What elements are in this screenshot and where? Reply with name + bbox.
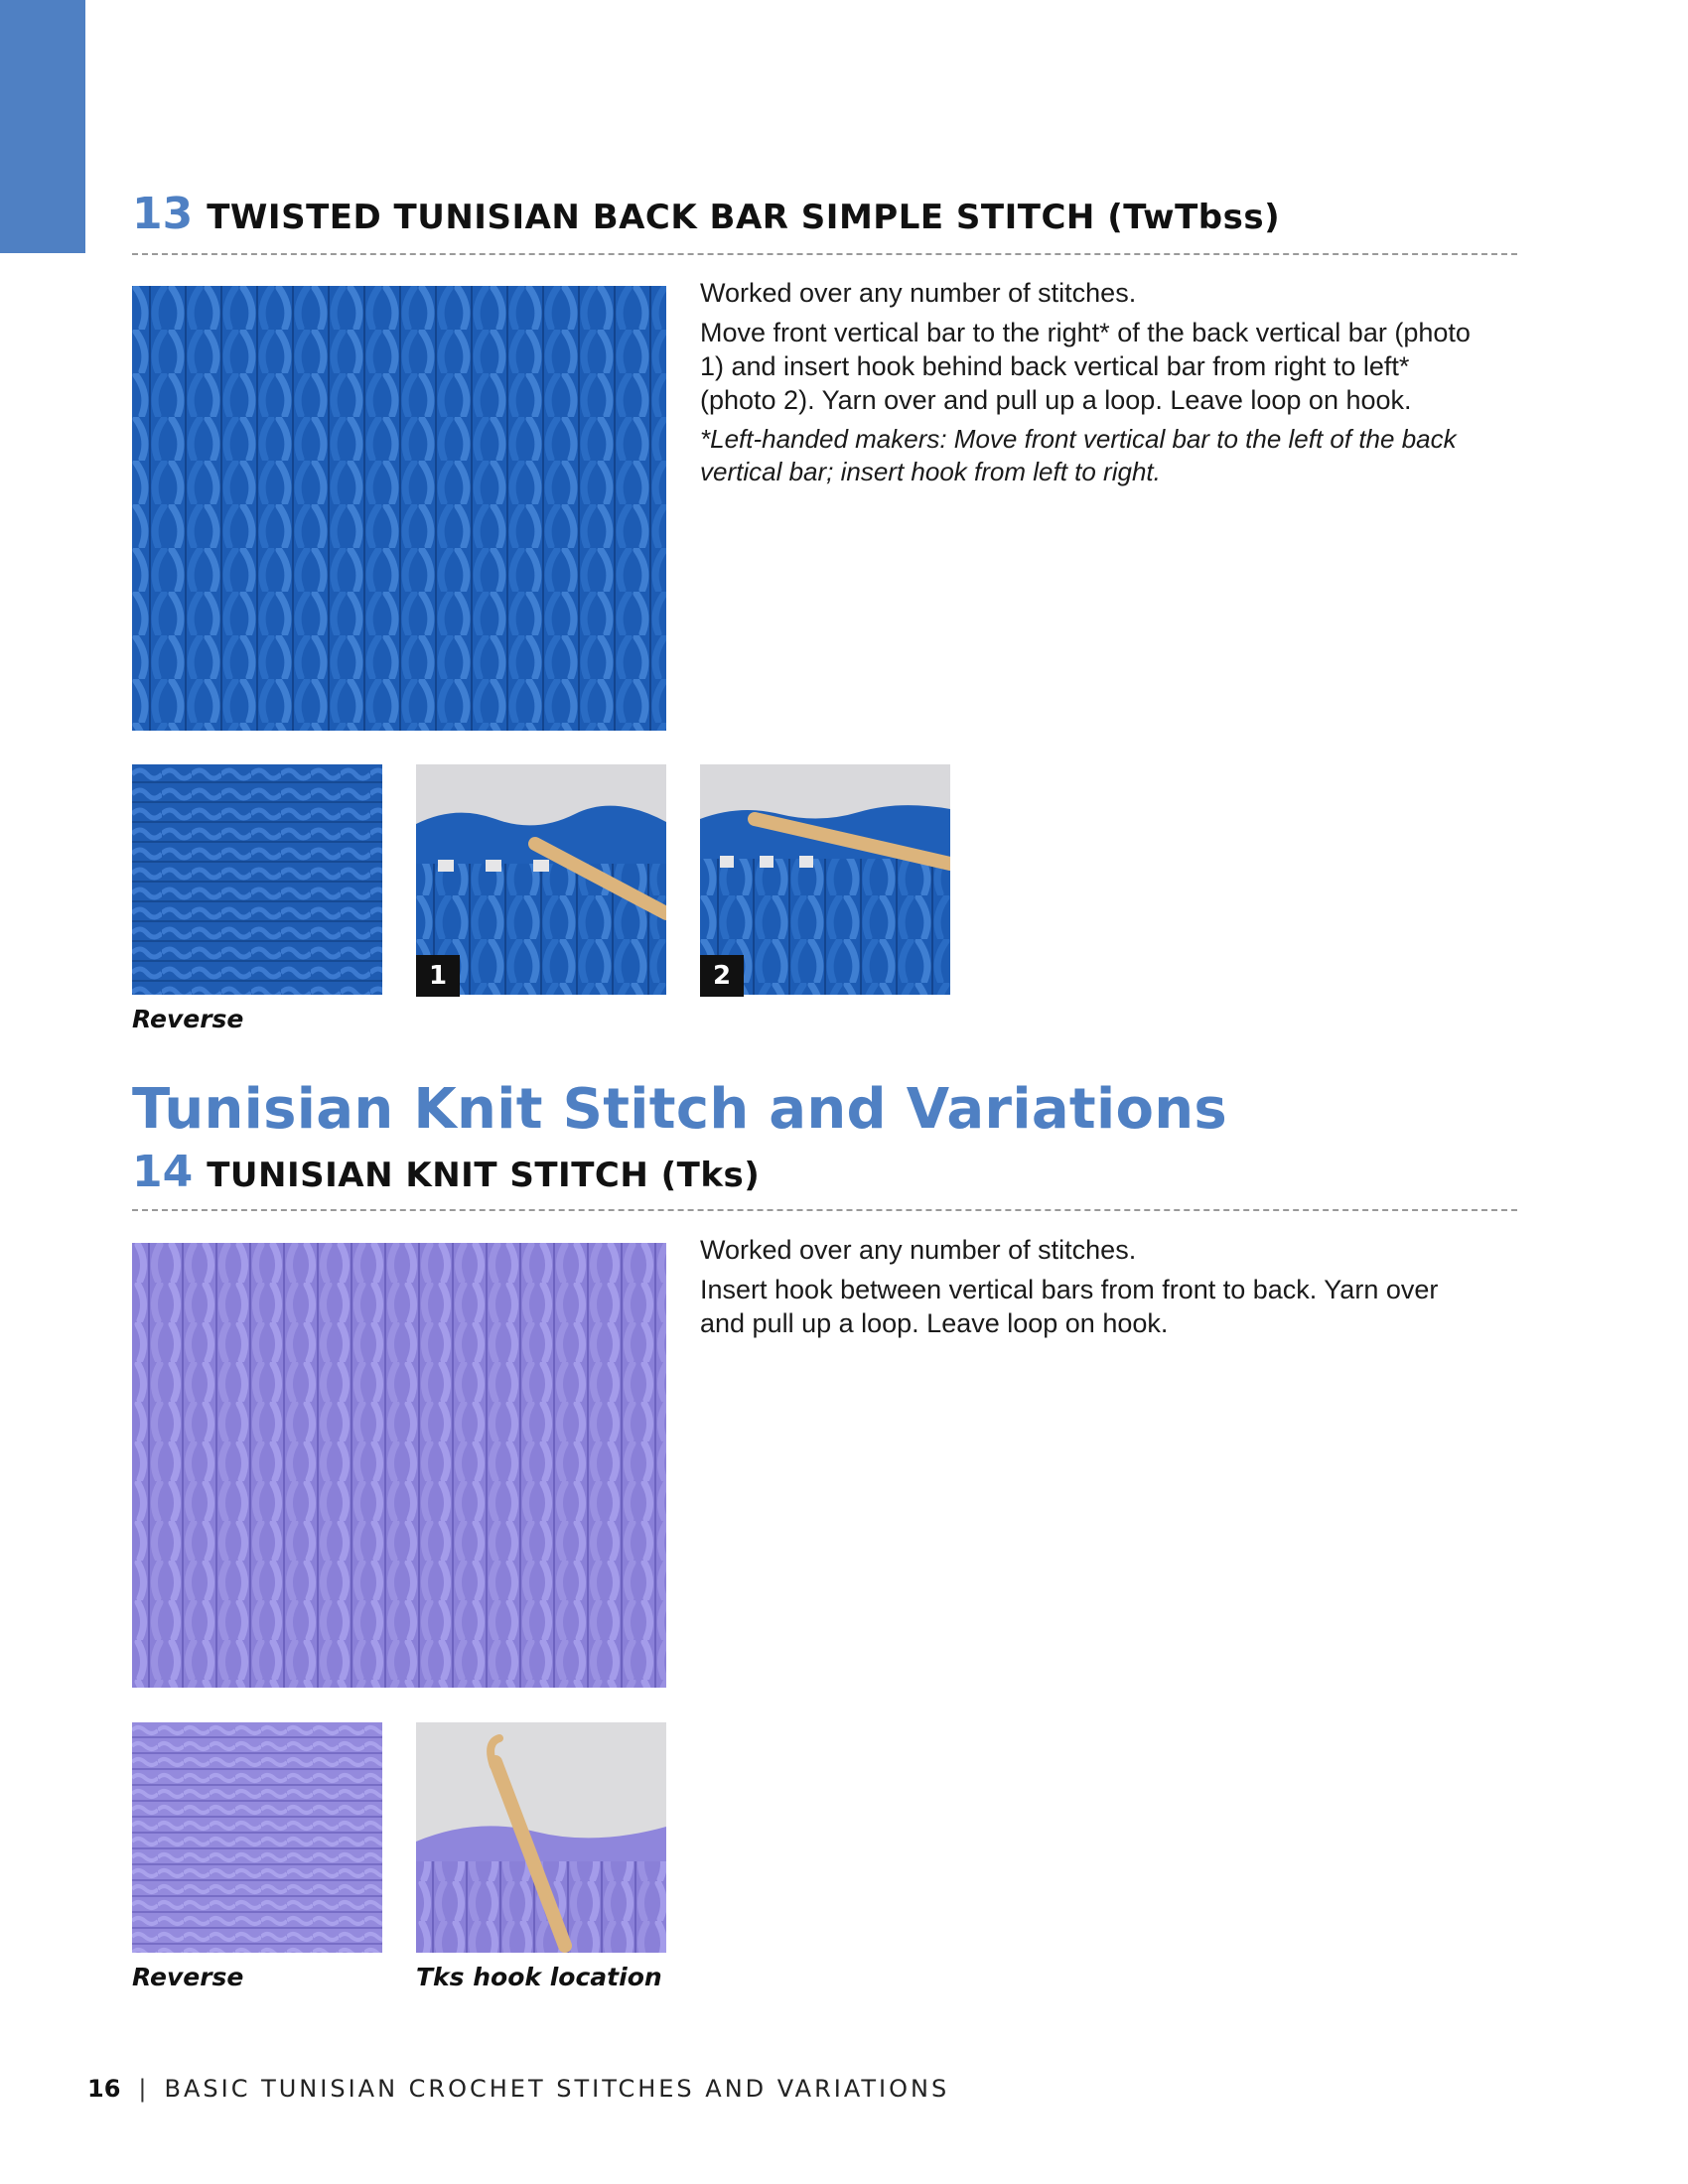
twtbss-reverse-photo: [132, 764, 382, 995]
tks-reverse-photo: [132, 1722, 382, 1953]
dashed-divider: [132, 1209, 1517, 1211]
page-number: 16: [87, 2075, 121, 2103]
stitch-title: TWISTED TUNISIAN BACK BAR SIMPLE STITCH (TwTbss): [207, 198, 1281, 237]
instruction-paragraph: Worked over any number of stitches.: [700, 1235, 1137, 1265]
photo-badge-1: 1: [416, 955, 460, 997]
left-handed-note: *Left-handed makers: Move front vertical bar to the left of the back vertical bar; insert hook from left to right.: [700, 424, 1457, 486]
tks-swatch-photo: [132, 1243, 666, 1688]
page-footer: [87, 2075, 949, 2103]
hook-location-caption: Tks hook location: [416, 1963, 662, 1991]
twtbss-swatch-photo: [132, 286, 666, 731]
stitch-14-instructions: [700, 1233, 1475, 1346]
footer-separator: |: [138, 2075, 147, 2103]
stitch-13-heading: [132, 189, 1280, 239]
section-title: Tunisian Knit Stitch and Variations: [132, 1077, 1228, 1142]
reverse-caption: Reverse: [132, 1963, 244, 1991]
stitch-13-instructions: [700, 276, 1475, 494]
stitch-title: TUNISIAN KNIT STITCH (Tks): [207, 1156, 761, 1195]
instruction-paragraph: Move front vertical bar to the right* of the back vertical bar (photo 1) and insert hook behind back vertical bar from right to left* (photo 2). Yarn over and pull up a loop. Leave loop on hook.: [700, 318, 1471, 415]
stitch-number: 14: [132, 1147, 194, 1197]
running-chapter-title: BASIC TUNISIAN CROCHET STITCHES AND VARIATIONS: [164, 2075, 950, 2103]
photo-badge-2: 2: [700, 955, 744, 997]
reverse-caption: Reverse: [132, 1005, 244, 1033]
dashed-divider: [132, 253, 1517, 255]
chapter-side-tab: [0, 0, 85, 253]
instruction-paragraph: Insert hook between vertical bars from front to back. Yarn over and pull up a loop. Leave loop on hook.: [700, 1275, 1439, 1338]
stitch-number: 13: [132, 189, 194, 239]
tks-hook-location-photo: [416, 1722, 666, 1953]
stitch-14-heading: [132, 1147, 760, 1197]
instruction-paragraph: Worked over any number of stitches.: [700, 278, 1137, 308]
